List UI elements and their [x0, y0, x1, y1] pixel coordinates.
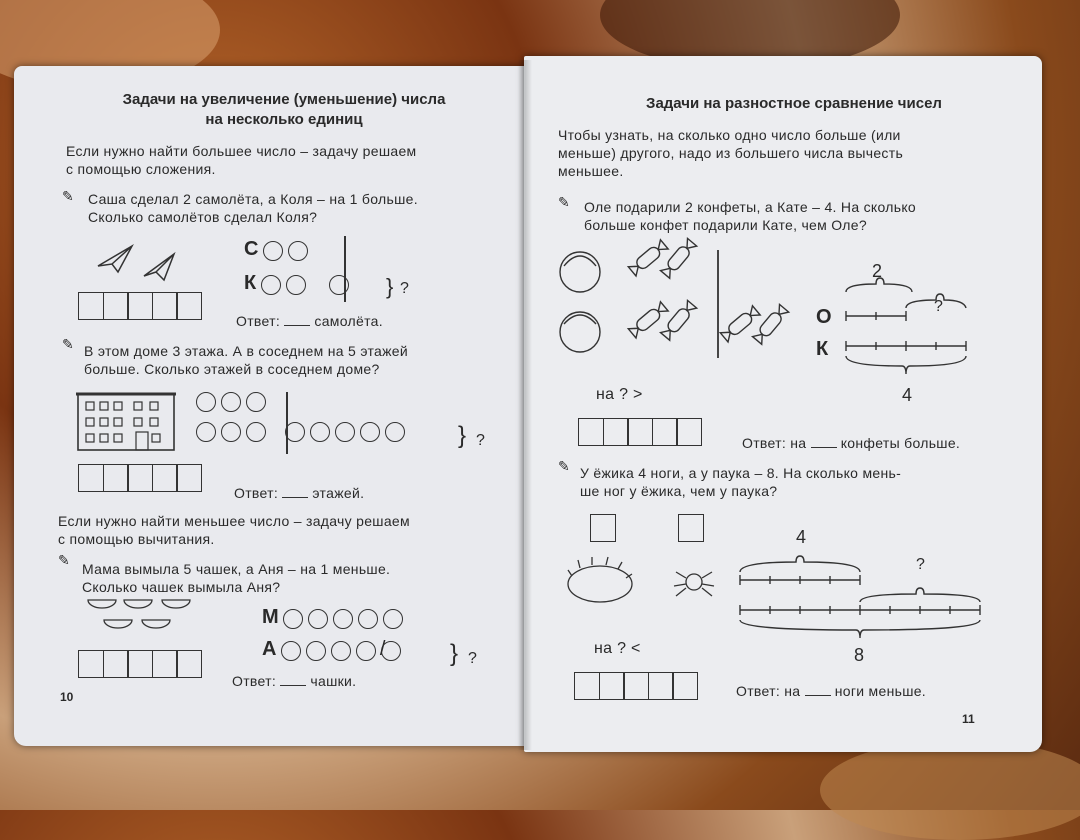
left-intro: Если нужно найти большее число – задачу решаем с помощью сложения.: [66, 143, 417, 177]
pencil-icon: ✎: [58, 552, 70, 568]
brace: }: [386, 274, 394, 299]
left-page: [14, 66, 526, 746]
task2-text: В этом доме 3 этажа. А в соседнем на 5 этажей больше. Сколько этажей в соседнем доме?: [84, 343, 408, 377]
task1-circles: С К: [244, 238, 354, 306]
task3-text: Мама вымыла 5 чашек, а Аня – на 1 меньше. Сколько чашек вымыла Аня?: [82, 561, 391, 595]
answer-square[interactable]: [590, 514, 616, 542]
left-rule2: Если нужно найти меньшее число – задачу решаем с помощью вычитания.: [58, 513, 410, 547]
task3-answer: Ответ: чашки.: [232, 673, 357, 689]
segment-label-top: 2: [872, 261, 883, 281]
segment-label-bottom: 8: [854, 645, 865, 665]
brace: }: [450, 640, 459, 667]
pencil-icon: ✎: [558, 194, 570, 210]
divider: [286, 392, 288, 454]
divider: [344, 236, 346, 302]
pencil-icon: ✎: [62, 188, 74, 204]
answer-blank[interactable]: [280, 685, 306, 686]
task1-text: Саша сделал 2 самолёта, а Коля – на 1 больше. Сколько самолётов сделал Коля?: [88, 191, 418, 225]
answer-blank[interactable]: [282, 497, 308, 498]
pencil-icon: ✎: [558, 458, 570, 474]
label-o: О: [816, 306, 832, 328]
right-intro: Чтобы узнать, на сколько одно число больше (или меньше) другого, надо из большего числа вычесть меньшее.: [558, 127, 904, 179]
rtask2-answer: Ответ: на ноги меньше.: [736, 683, 926, 699]
answer-boxes[interactable]: [80, 464, 202, 492]
answer-boxes[interactable]: [80, 650, 202, 678]
girls-candies-illustration: [558, 246, 838, 362]
hedgehog-spider-illustration: [566, 560, 746, 610]
task2-circles: [196, 392, 410, 452]
segment-diagram-2: [736, 552, 986, 648]
rtask2-text: У ёжика 4 ноги, а у паука – 8. На сколько мень- ше ног у ёжика, чем у паука?: [580, 465, 902, 499]
brace: }: [458, 422, 467, 449]
question-mark: ?: [468, 650, 478, 667]
carpet-pattern: [820, 740, 1080, 840]
segment-label-top: 4: [796, 527, 807, 547]
segment-diagram-1: [842, 284, 972, 384]
right-title: Задачи на разностное сравнение чисел: [646, 95, 942, 112]
question-mark: ?: [400, 280, 410, 297]
segment-label-bottom: 4: [902, 385, 913, 405]
pencil-icon: ✎: [62, 336, 74, 352]
answer-blank[interactable]: [811, 447, 837, 448]
task3-circles: М А /: [262, 606, 408, 670]
right-page: [524, 56, 1042, 752]
rtask1-answer: Ответ: на конфеты больше.: [742, 435, 961, 451]
page-number: 11: [962, 712, 975, 726]
compare-expression: на ? >: [596, 386, 643, 403]
book-spine: [518, 60, 532, 750]
question-mark: ?: [476, 432, 486, 449]
segment-label-diff: ?: [934, 298, 944, 315]
task1-answer: Ответ: самолёта.: [236, 313, 383, 329]
building-icon: [76, 388, 176, 452]
task2-answer: Ответ: этажей.: [234, 485, 365, 501]
answer-boxes[interactable]: [80, 292, 202, 320]
segment-label-diff: ?: [916, 556, 926, 573]
answer-square[interactable]: [678, 514, 704, 542]
answer-blank[interactable]: [284, 325, 310, 326]
rtask1-text: Оле подарили 2 конфеты, а Кате – 4. На сколько больше конфет подарили Кате, чем Оле?: [584, 199, 917, 233]
paper-plane-icon: [94, 242, 184, 282]
page-number: 10: [60, 690, 74, 704]
answer-boxes[interactable]: [576, 672, 698, 700]
left-title: Задачи на увеличение (уменьшение) числа на несколько единиц: [122, 91, 446, 128]
compare-expression: на ? <: [594, 640, 641, 657]
label-k: К: [816, 338, 829, 360]
answer-blank[interactable]: [805, 695, 831, 696]
cups-icon: [84, 596, 194, 644]
answer-boxes[interactable]: [580, 418, 702, 446]
